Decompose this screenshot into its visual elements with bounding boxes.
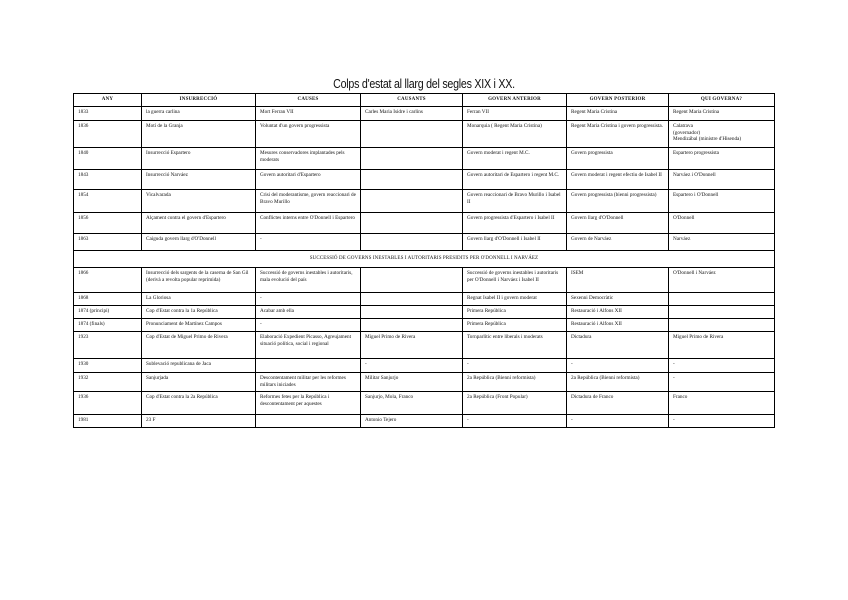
cell-any: 1874 (finals) (74, 319, 142, 332)
cell-govern-posterior: Dictadura de Franco (567, 392, 669, 415)
cell-qui-governa: Espartero progressista (669, 148, 775, 170)
cell-insurreccio: Motí de la Granja (142, 121, 256, 148)
cell-causants (361, 319, 463, 332)
header-causes: CAUSES (256, 94, 361, 107)
cell-govern-anterior: Govern moderat i regent M.C. (463, 148, 567, 170)
cell-causes: - (256, 293, 361, 306)
cell-any: 1932 (74, 373, 142, 392)
cell-causants (361, 234, 463, 251)
cell-govern-anterior: - (463, 415, 567, 428)
cell-qui-governa: - (669, 373, 775, 392)
table-row (74, 234, 775, 251)
cell-govern-posterior: - (567, 415, 669, 428)
table-row (74, 268, 775, 293)
cell-causants (361, 306, 463, 319)
cell-causants (361, 148, 463, 170)
cell-causants (361, 268, 463, 293)
cell-govern-anterior: 2a República (Bienni reformista) (463, 373, 567, 392)
cell-causes: Acabar amb ella (256, 306, 361, 319)
cell-qui-governa (669, 293, 775, 306)
cell-causants: Carles Maria Isidre i carlins (361, 107, 463, 121)
cell-qui-governa: Calatrava (governador) Mendizábal (ministre d'Hisenda) (669, 121, 775, 148)
table-row (74, 306, 775, 319)
cell-qui-governa: Espartero i O'Donnell (669, 190, 775, 213)
cell-qui-governa: Narváez i O'Donnell (669, 170, 775, 190)
header-any: ANY (74, 94, 142, 107)
cell-causes: Mesures conservadores implantades pels moderats (256, 148, 361, 170)
table-row (74, 170, 775, 190)
table-row (74, 359, 775, 373)
cell-qui-governa: O'Donnell i Narváez (669, 268, 775, 293)
table-row (74, 293, 775, 306)
span-row (74, 251, 775, 268)
cell-causes (256, 415, 361, 428)
cell-govern-anterior: Primera República (463, 306, 567, 319)
cell-any: 1868 (74, 293, 142, 306)
cell-govern-posterior: Dictadura (567, 332, 669, 359)
cell-govern-anterior: - (463, 359, 567, 373)
cell-causes: Descontentament militar per les reformes militars iniciades (256, 373, 361, 392)
cell-govern-anterior: Primera República (463, 319, 567, 332)
cell-qui-governa: Regent Maria Cristina (669, 107, 775, 121)
cell-causants: - (361, 359, 463, 373)
table-row (74, 392, 775, 415)
cell-causants: Miguel Primo de Rivera (361, 332, 463, 359)
cell-insurreccio: Sublevació republicana de Jaca (142, 359, 256, 373)
cell-any: 1923 (74, 332, 142, 359)
cell-govern-anterior: Govern reaccionari de Bravo Murillo i Isabel II (463, 190, 567, 213)
header-row (74, 94, 775, 107)
cell-govern-posterior: Govern de Narváez (567, 234, 669, 251)
cell-causes: Voluntat d'un govern progressista (256, 121, 361, 148)
table-row (74, 213, 775, 234)
document-title: Colps d'estat al llarg del segles XIX i XX. (333, 76, 515, 91)
table-row (74, 107, 775, 121)
table-row (74, 148, 775, 170)
cell-govern-anterior: Regnat Isabel II i govern moderat (463, 293, 567, 306)
cell-insurreccio: Cop d'Estat de Miguel Primo de Rivera (142, 332, 256, 359)
cell-qui-governa: - (669, 359, 775, 373)
cell-causes: - (256, 234, 361, 251)
cell-any: 1843 (74, 170, 142, 190)
cell-govern-posterior: Sexenni Democràtic (567, 293, 669, 306)
cell-insurreccio: Insurrecció Espartero (142, 148, 256, 170)
cell-govern-anterior: Govern autoritari de Espartero i regent M.C. (463, 170, 567, 190)
cell-qui-governa: - (669, 415, 775, 428)
cell-causes: Conflictes interns entre O'Donnell i Espartero (256, 213, 361, 234)
cell-govern-posterior: Regent Maria Cristina i govern progressista. (567, 121, 669, 148)
cell-govern-anterior: Monarquia ( Regent Maria Cristina) (463, 121, 567, 148)
cell-insurreccio: Alçament contra el govern d'Espartero (142, 213, 256, 234)
cell-qui-governa: O'Donnell (669, 213, 775, 234)
cell-insurreccio: Cop d'Estat contra la 1a República (142, 306, 256, 319)
cell-causes: Mort Ferran VII (256, 107, 361, 121)
cell-insurreccio: Caiguda govern llarg d'O'Donnell (142, 234, 256, 251)
cell-govern-posterior: Govern progressista (567, 148, 669, 170)
header-qui-governa: QUI GOVERNA? (669, 94, 775, 107)
cell-causes: - (256, 319, 361, 332)
cell-govern-posterior: 2a República (Bienni reformista) (567, 373, 669, 392)
table-row (74, 415, 775, 428)
header-insurreccio: INSURRECCIÓ (142, 94, 256, 107)
cell-any: 1840 (74, 148, 142, 170)
cell-govern-posterior: Govern llarg d'O'Donnell (567, 213, 669, 234)
cell-govern-anterior: Ferran VII (463, 107, 567, 121)
cell-insurreccio: la guerra carlina (142, 107, 256, 121)
table-row (74, 373, 775, 392)
cell-causes: Reformes fetes per la República i descontentament per aquestes (256, 392, 361, 415)
cell-causes: Successió de governs inestables i autoritaris, mala evolució del país (256, 268, 361, 293)
header-govern-anterior: GOVERN ANTERIOR (463, 94, 567, 107)
cell-govern-posterior: - (567, 359, 669, 373)
cell-causants: Antonio Tejero (361, 415, 463, 428)
cell-any: 1856 (74, 213, 142, 234)
table-body-b (74, 268, 775, 428)
cell-govern-anterior: Tornparlític entre liberals i moderats (463, 332, 567, 359)
cell-causants (361, 293, 463, 306)
cell-causants (361, 121, 463, 148)
table-row (74, 121, 775, 148)
cell-govern-posterior: Regent Maria Cristina (567, 107, 669, 121)
cell-any: 1836 (74, 121, 142, 148)
cell-any: 1866 (74, 268, 142, 293)
cell-any: 1874 (principi) (74, 306, 142, 319)
cell-causes: Elaboració Expedient Picasso, Agreujament situació política, social i regional (256, 332, 361, 359)
cell-govern-posterior: Restauració i Alfons XII (567, 319, 669, 332)
table-row (74, 190, 775, 213)
cell-causants: Sanjurjo, Mola, Franco (361, 392, 463, 415)
cell-causants (361, 213, 463, 234)
cell-qui-governa: Miguel Primo de Rivera (669, 332, 775, 359)
table-row (74, 332, 775, 359)
cell-govern-anterior: 2a República (Front Popular) (463, 392, 567, 415)
cell-any: 1930 (74, 359, 142, 373)
cell-govern-posterior: Govern progressista (bienni progressista) (567, 190, 669, 213)
coups-table (73, 93, 775, 428)
cell-causants (361, 170, 463, 190)
cell-causants: Militar Sanjurjo (361, 373, 463, 392)
cell-insurreccio: Vicalvarada (142, 190, 256, 213)
cell-insurreccio: 23 F (142, 415, 256, 428)
cell-causants (361, 190, 463, 213)
table-row (74, 319, 775, 332)
cell-govern-anterior: Successió de governs inestables i autoritaris per O'Donnell i Narváez i Isabel II (463, 268, 567, 293)
cell-qui-governa (669, 306, 775, 319)
cell-any: 1854 (74, 190, 142, 213)
cell-causes (256, 359, 361, 373)
cell-govern-posterior: Restauració i Alfons XII (567, 306, 669, 319)
cell-any: 1981 (74, 415, 142, 428)
cell-qui-governa: Franco (669, 392, 775, 415)
cell-insurreccio: Pronunciament de Martínez Campos (142, 319, 256, 332)
cell-govern-anterior: Govern llarg d'O'Donnell i Isabel II (463, 234, 567, 251)
cell-causes: Govern autoritari d'Espartero (256, 170, 361, 190)
cell-insurreccio: Sanjurjada (142, 373, 256, 392)
cell-govern-anterior: Govern progressista d'Espartero i Isabel II (463, 213, 567, 234)
span-row-text: SUCCESSIÓ DE GOVERNS INESTABLES I AUTORITARIS PRESIDITS PER O'DONNELL I NARVÁEZ (74, 251, 775, 268)
cell-qui-governa: Narváez (669, 234, 775, 251)
cell-any: 1833 (74, 107, 142, 121)
cell-insurreccio: Insurrecció Narváez (142, 170, 256, 190)
cell-qui-governa (669, 319, 775, 332)
cell-any: 1863 (74, 234, 142, 251)
cell-govern-posterior: ISEM (567, 268, 669, 293)
cell-any: 1936 (74, 392, 142, 415)
table-body-a (74, 107, 775, 251)
cell-causes: Crisi del moderantisme, govern reaccionari de Bravo Murillo (256, 190, 361, 213)
cell-govern-posterior: Govern moderat i regent efectiu de Isabel II (567, 170, 669, 190)
cell-insurreccio: La Gloriosa (142, 293, 256, 306)
cell-insurreccio: Insurrecció dels sargents de la caserna de San Gil (derivà a revolta popular reprimida) (142, 268, 256, 293)
header-causants: CAUSANTS (361, 94, 463, 107)
table-span-section (74, 251, 775, 268)
cell-insurreccio: Cop d'Estat contra la 2a República (142, 392, 256, 415)
header-govern-posterior: GOVERN POSTERIOR (567, 94, 669, 107)
